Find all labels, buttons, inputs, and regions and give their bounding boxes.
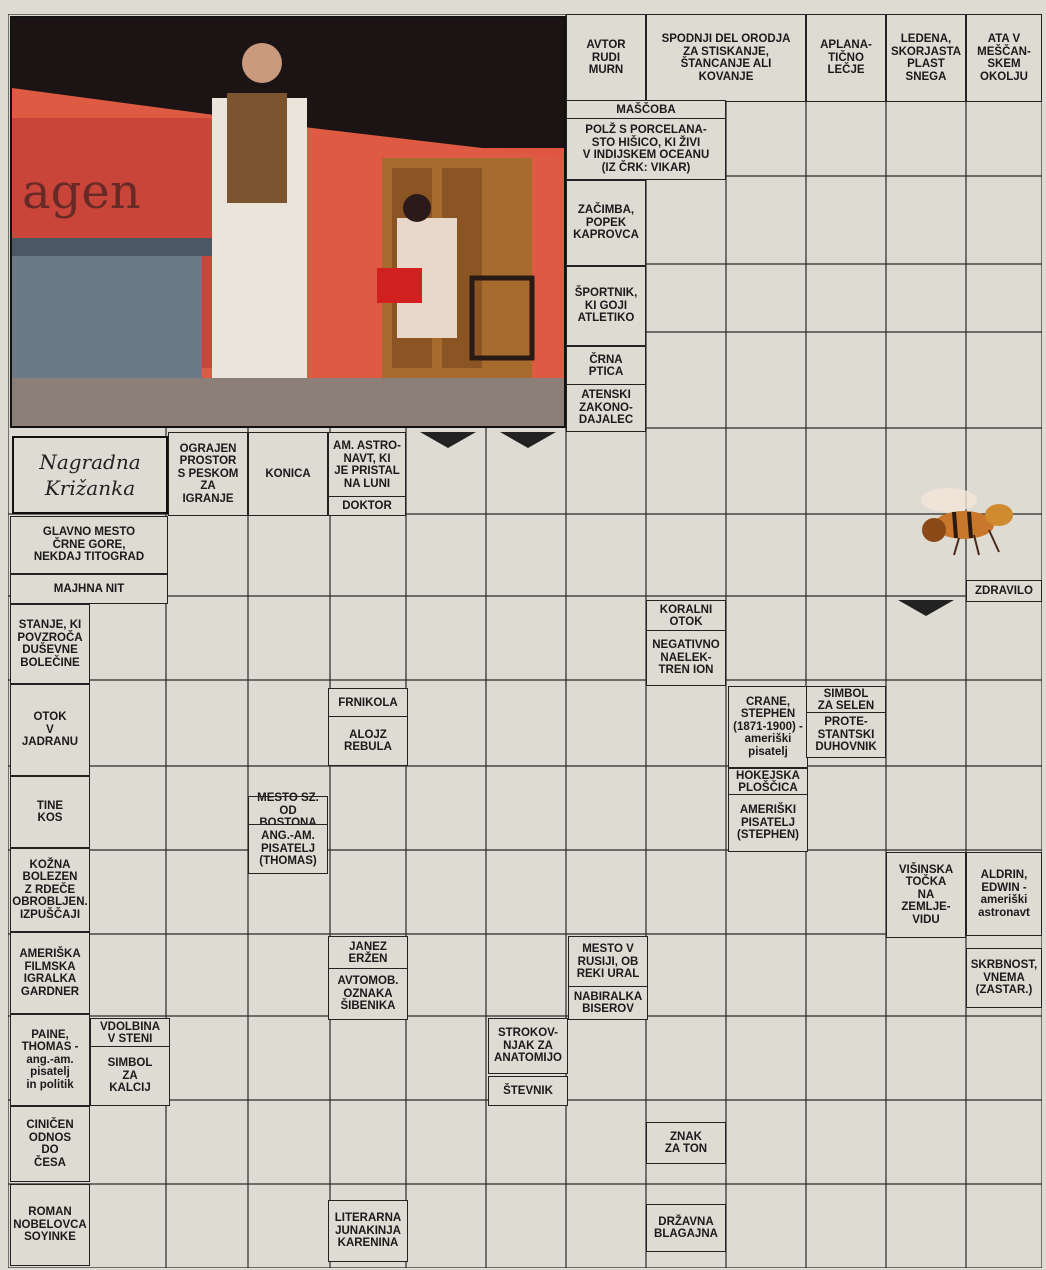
clue-zdravilo: ZDRAVILO	[966, 580, 1042, 602]
clue-height-point: VIŠINSKA TOČKA NA ZEMLJE- VIDU	[886, 852, 966, 938]
clue-hollow: VDOLBINA V STENI	[90, 1018, 170, 1048]
clue-karenina: LITERARNA JUNAKINJA KARENINA	[328, 1200, 408, 1262]
clue-boston: MESTO SZ. OD	[248, 796, 328, 826]
clue-pearl: NABIRALKA BISEROV	[568, 986, 648, 1020]
clue-black-bird: ČRNA PTICA	[566, 346, 646, 386]
puzzle-title: Nagradna Križanka	[12, 436, 168, 514]
clue-ice-crust: LEDENA, SKORJASTA PLAST SNEGA	[886, 14, 966, 102]
clue-writer-stephen: AMERIŠKI PISATELJ (STEPHEN)	[728, 794, 808, 852]
clue-ion: NEGATIVNO NAELEK- TREN ION	[646, 630, 726, 686]
clue-author: AVTOR RUDI MURN	[566, 14, 646, 102]
down-arrow-icon	[898, 600, 954, 616]
clue-anatomy: STROKOV- NJAK ZA ANATOMIJO	[488, 1018, 568, 1074]
clue-erzen: JANEZ ERŽEN	[328, 936, 408, 970]
clue-astronaut-doctor: AM. ASTRO- NAVT, KI JE PRISTAL NA LUNI	[328, 432, 406, 498]
stage-photo-image	[12, 18, 566, 428]
clue-actress: AMERIŠKA FILMSKA IGRALKA GARDNER	[10, 932, 90, 1014]
clue-lawgiver: ATENSKI ZAKONO- DAJALEC	[566, 384, 646, 432]
clue-selenium: SIMBOL ZA SELEN	[806, 686, 886, 714]
clue-rebula: ALOJZ REBULA	[328, 716, 408, 766]
clue-protestant: PROTE- STANTSKI DUHOVNIK	[806, 712, 886, 758]
clue-skin: KOŽNA BOLEZEN Z RDEČE OBROBLJEN. IZPUŠČAJI	[10, 848, 90, 932]
clue-calcium: SIMBOL ZA KALCIJ	[90, 1046, 170, 1106]
clue-sandbox: OGRAJEN PROSTOR S PESKOM ZA IGRANJE	[168, 432, 248, 516]
clue-lower-tool: SPODNJI DEL ORODJA ZA STISKANJE, ŠTANCANJE ALI KOVANJE	[646, 14, 806, 102]
clue-athlete: ŠPORTNIK, KI GOJI ATLETIKO	[566, 266, 646, 346]
clue-aldrin: ALDRIN, EDWIN - ameriški astronavt	[966, 852, 1042, 936]
clue-fat: MAŠČOBA	[566, 100, 726, 120]
clue-state: STANJE, KI POVZROČA DUŠEVNE BOLEČINE	[10, 604, 90, 684]
clue-frnikola: FRNIKOLA	[328, 688, 408, 718]
clue-snail: POLŽ S PORCELANA- STO HIŠICO, KI ŽIVI V INDIJSKEM OCEANU (IZ ČRK: VIKAR)	[566, 118, 726, 180]
clue-soyinka: ROMAN NOBELOVCA SOYINKE	[10, 1184, 90, 1266]
clue-thomas: ANG.-AM. PISATELJ (THOMAS)	[248, 824, 328, 874]
clue-flat-lens: APLANA- TIČNO LEČJE	[806, 14, 886, 102]
clue-russia-city: MESTO V RUSIJI, OB REKI URAL	[568, 936, 648, 988]
clue-sibenik: AVTOMOB. OZNAKA ŠIBENIKA	[328, 968, 408, 1020]
clue-care: SKRBNOST, VNEMA (ZASTAR.)	[966, 948, 1042, 1008]
clue-treasury: DRŽAVNA BLAGAJNA	[646, 1204, 726, 1252]
down-arrow-icon	[420, 432, 476, 448]
clue-tine: TINE KOS	[10, 776, 90, 848]
clue-crane: CRANE, STEPHEN (1871-1900) - ameriški pisatelj	[728, 686, 808, 768]
clue-capital: GLAVNO MESTO ČRNE GORE, NEKDAJ TITOGRAD	[10, 516, 168, 574]
svg-text:agen: agen	[22, 164, 141, 220]
clue-paine: PAINE, THOMAS - ang.-am. pisatelj in politik	[10, 1014, 90, 1106]
clue-island: OTOK V JADRANU	[10, 684, 90, 776]
clue-ata: ATA V MEŠČAN- SKEM OKOLJU	[966, 14, 1042, 102]
theatre-photo	[10, 16, 566, 428]
clue-spice: ZAČIMBA, POPEK KAPROVCA	[566, 180, 646, 266]
clue-cynic: CINIČEN ODNOS DO ČESA	[10, 1106, 90, 1182]
clue-hockey: HOKEJSKA PLOŠČICA	[728, 768, 808, 796]
clue-stevnik: ŠTEVNIK	[488, 1076, 568, 1106]
clue-coral: KORALNI OTOK	[646, 600, 726, 632]
clue-thread: MAJHNA NIT	[10, 574, 168, 604]
clue-doktor: DOKTOR	[328, 496, 406, 516]
clue-tone: ZNAK ZA TON	[646, 1122, 726, 1164]
clue-konica: KONICA	[248, 432, 328, 516]
wasp-icon	[904, 470, 1034, 560]
down-arrow-icon	[500, 432, 556, 448]
